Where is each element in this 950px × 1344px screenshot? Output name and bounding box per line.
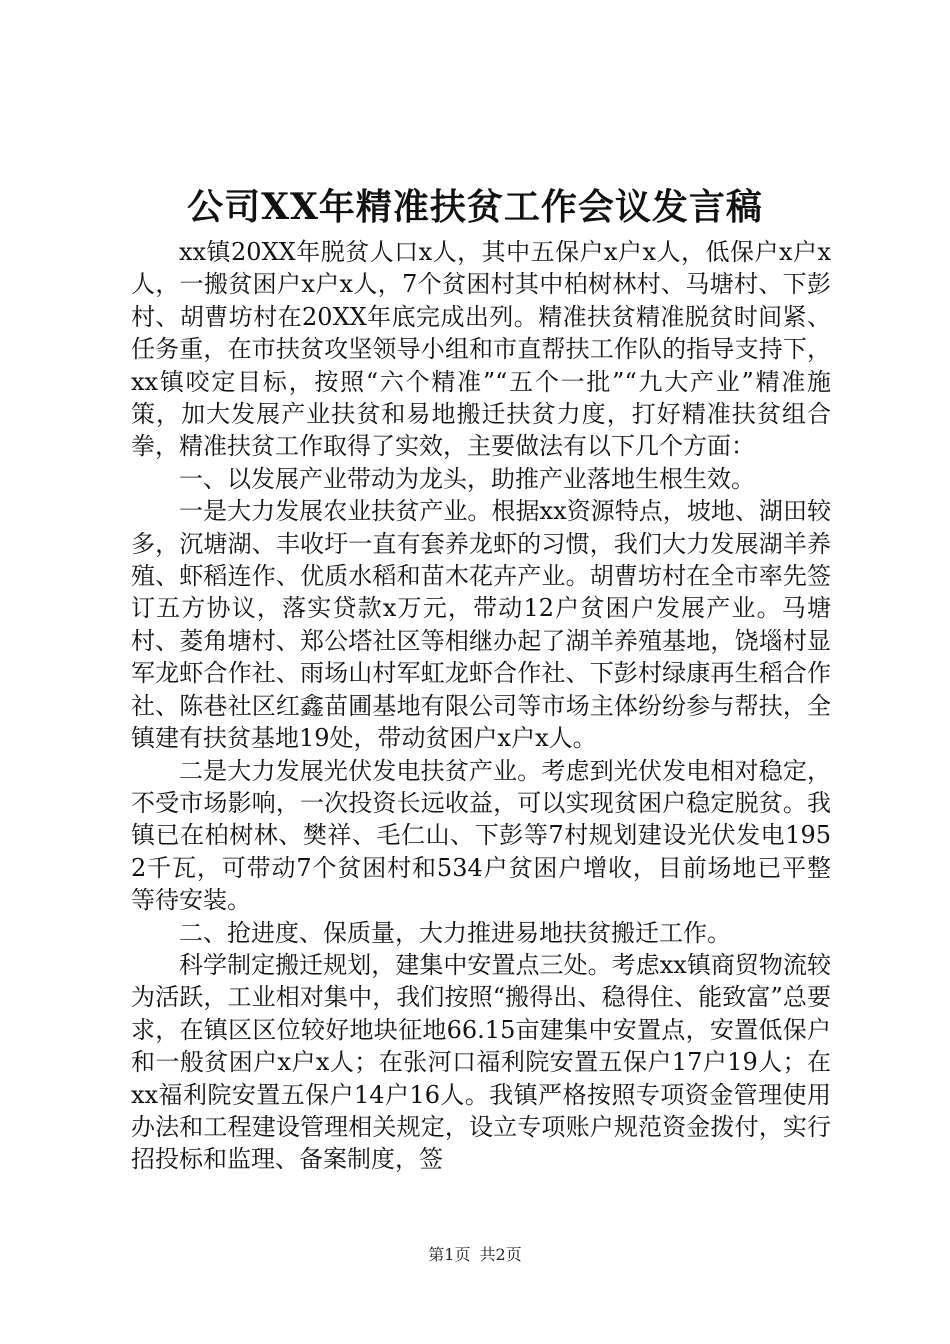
paragraph-agriculture: 一是大力发展农业扶贫产业。根据xx资源特点，坡地、湖田较多，沉塘湖、丰收圩一直有套养龙虾的习惯，我们大力发展湖羊养殖、虾稻连作、优质水稻和苗木花卉产业。胡曹坊村在全市率先签订五方协议，落实贷款x万元，带动12户贫困户发展产业。马塘村、菱角塘村、郑公塔社区等相继办起了湖羊养殖基地，饶堖村显军龙虾合作社、雨场山村军虹龙虾合作社、下彭村绿康再生稻合作社、陈巷社区红鑫苗圃基地有限公司等市场主体纷纷参与帮扶，全镇建有扶贫基地19处，带动贫困户x户x人。 bbox=[131, 497, 831, 753]
total-pages: 共2页 bbox=[479, 1245, 522, 1264]
intro-paragraph: xx镇20XX年脱贫人口x人，其中五保户x户x人，低保户x户x人，一搬贫困户x户x人，7个贫困村其中柏树林村、马塘村、下彭村、胡曹坊村在20XX年底完成出列。精准扶贫精准脱贫时间紧、任务重，在市扶贫攻坚领导小组和市直帮扶工作队的指导支持下，xx镇咬定目标，按照“六个精准”“五个一批”“九大产业”精准施策，加大发展产业扶贫和易地搬迁扶贫力度，打好精准扶贫组合拳，精准扶贫工作取得了实效，主要做法有以下几个方面： bbox=[131, 238, 831, 461]
section-heading-1: 一、以发展产业带动为龙头，助推产业落地生根生效。 bbox=[179, 464, 755, 493]
paragraph-solar: 二是大力发展光伏发电扶贫产业。考虑到光伏发电相对稳定，不受市场影响，一次投资长远收益，可以实现贫困户稳定脱贫。我镇已在柏树林、樊祥、毛仁山、下彭等7村规划建设光伏发电1952千瓦，可带动7个贫困村和534户贫困户增收，目前场地已平整等待安装。 bbox=[131, 756, 831, 915]
section-heading-2: 二、抢进度、保质量，大力推进易地扶贫搬迁工作。 bbox=[179, 918, 731, 947]
document-title: 公司XX年精准扶贫工作会议发言稿 bbox=[187, 186, 763, 228]
document-body bbox=[131, 236, 831, 1176]
page-number: 第1页 bbox=[428, 1245, 471, 1264]
page-footer bbox=[0, 1244, 950, 1266]
paragraph-relocation: 科学制定搬迁规划，建集中安置点三处。考虑xx镇商贸物流较为活跃，工业相对集中，我们按照“搬得出、稳得住、能致富”总要求，在镇区区位较好地块征地66.15亩建集中安置点，安置低保户和一般贫困户x户x人；在张河口福利院安置五保户17户19人；在xx福利院安置五保户14户16人。我镇严格按照专项资金管理使用办法和工程建设管理相关规定，设立专项账户规范资金拨付，实行招投标和监理、备案制度，签 bbox=[131, 950, 831, 1174]
